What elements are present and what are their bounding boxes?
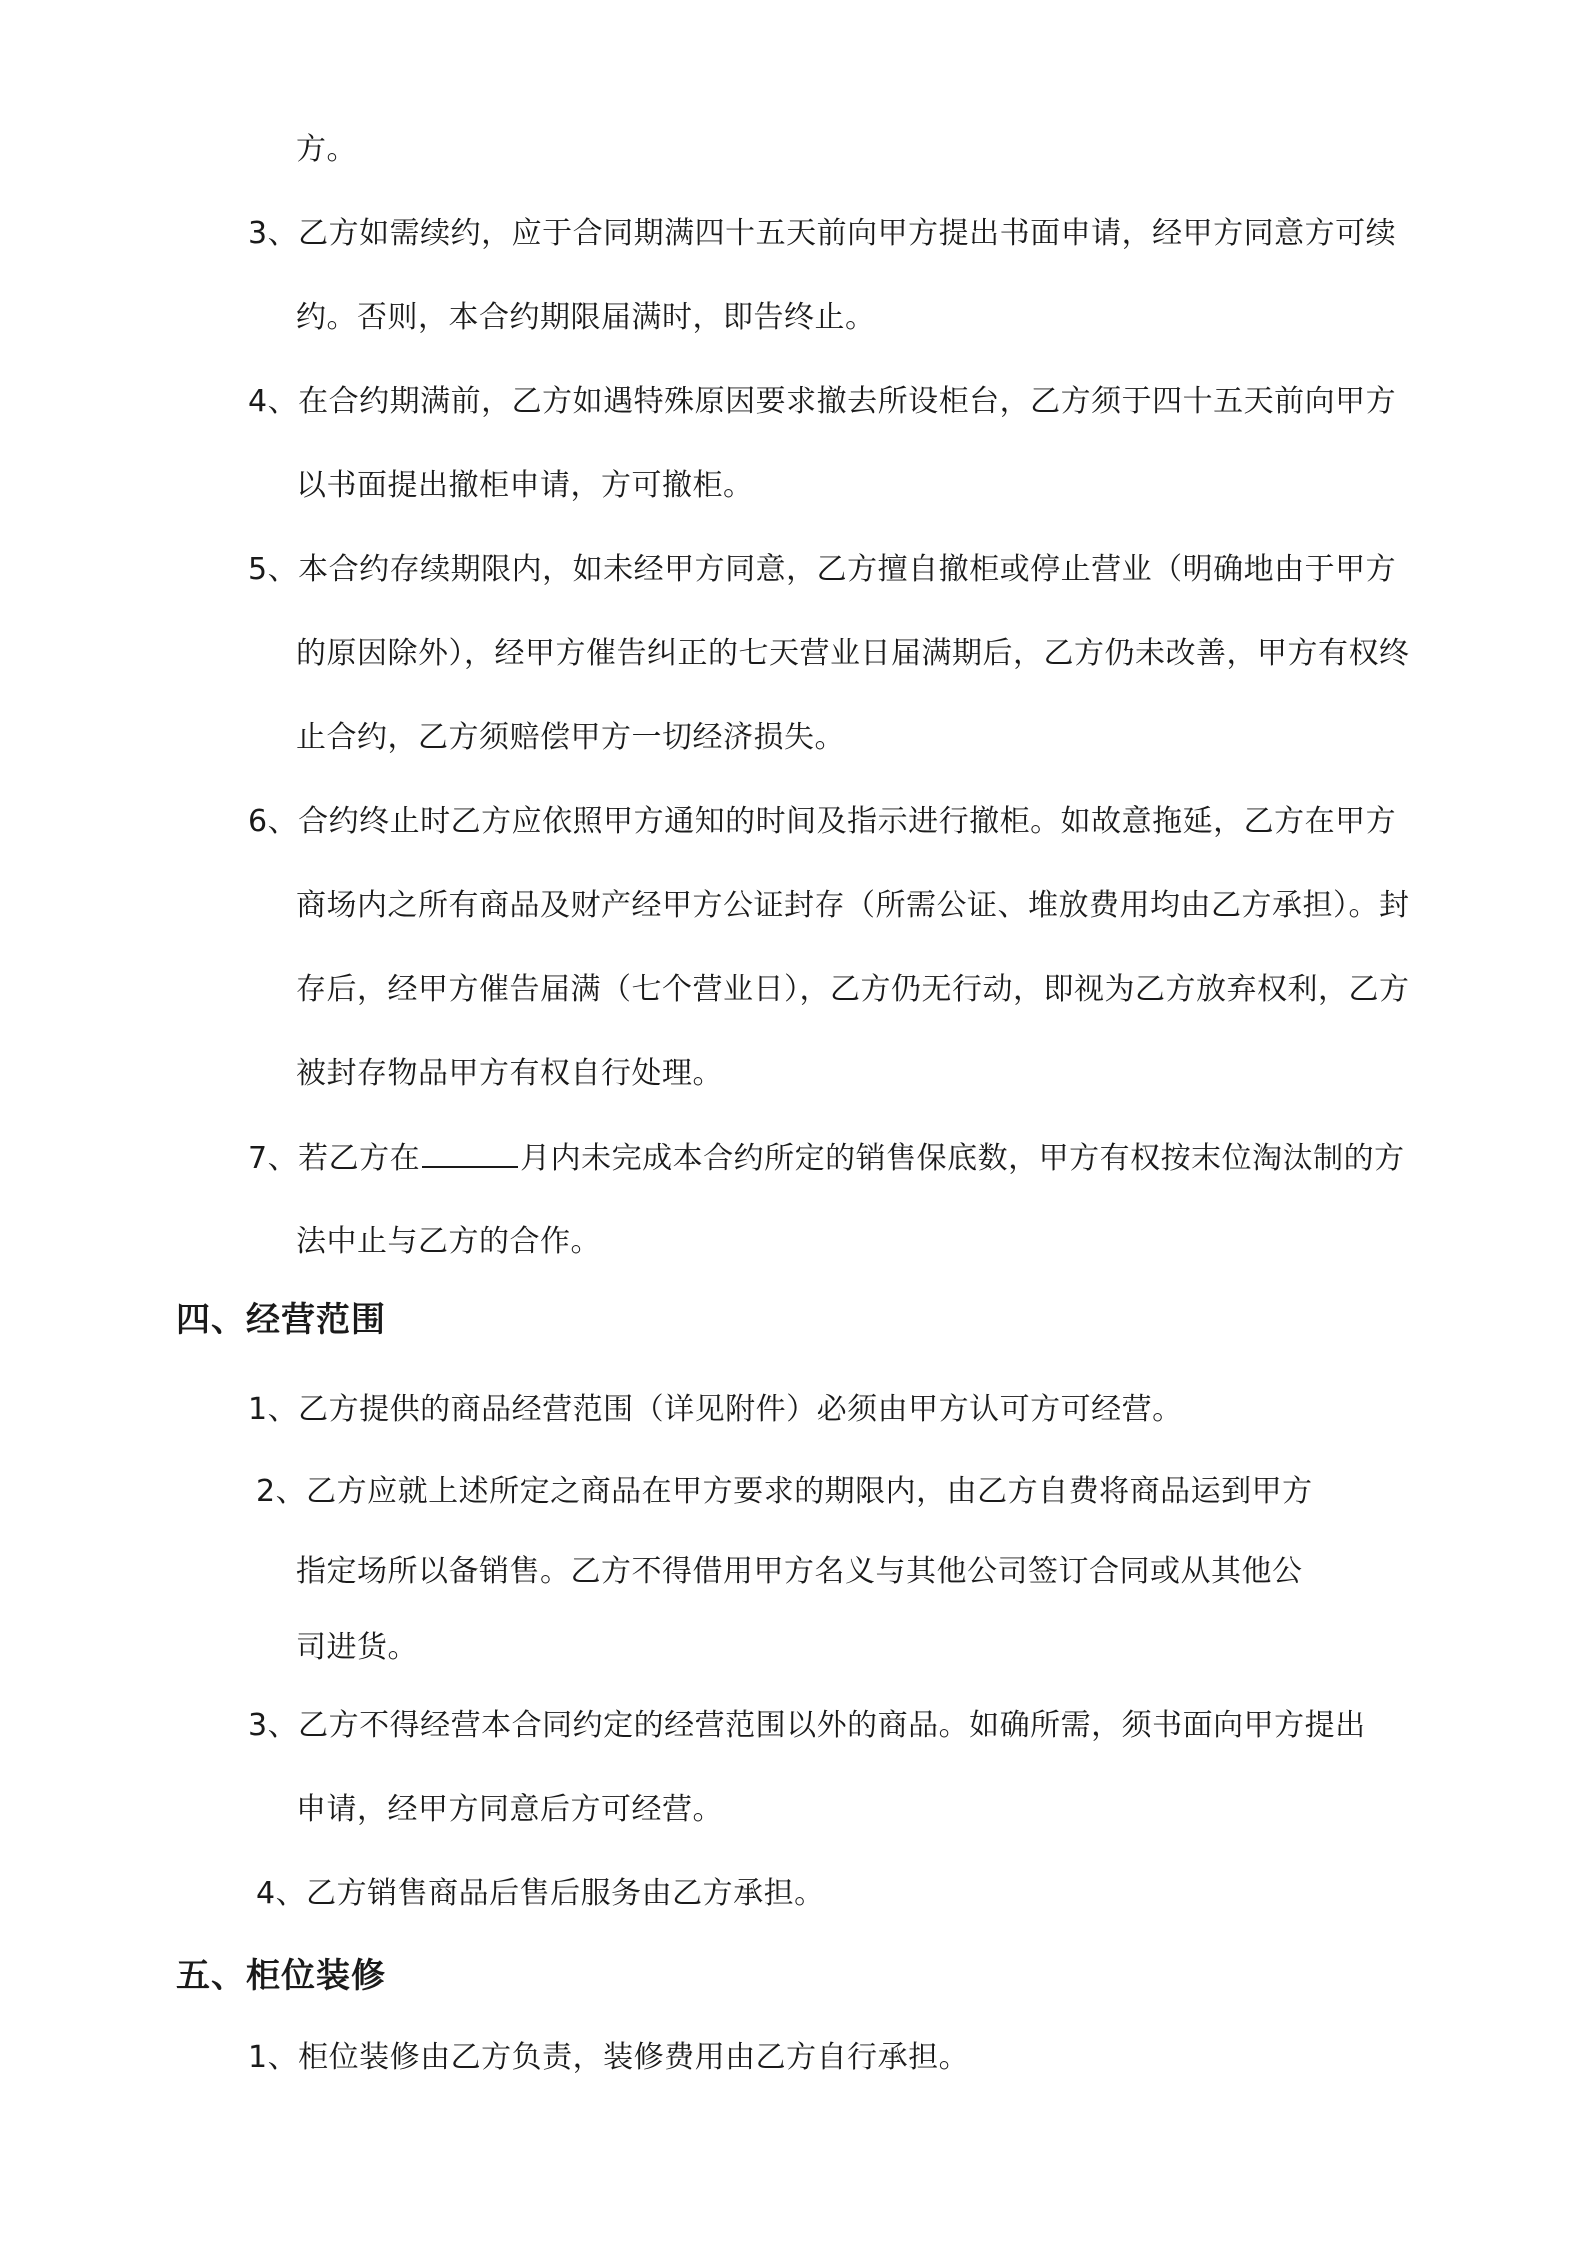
scope-clause-3-line-1: 3、乙方不得经营本合同约定的经营范围以外的商品。如确所需，须书面向甲方提出 [248,1708,1366,1743]
clause-7-line-2: 法中止与乙方的合作。 [296,1224,601,1259]
clause-6-line-3: 存后，经甲方催告届满（七个营业日），乙方仍无行动，即视为乙方放弃权利，乙方 [296,972,1410,1007]
section-heading-business-scope: 四、经营范围 [176,1300,386,1340]
clause-7-prefix: 7、若乙方在 [248,1141,421,1176]
clause-4-line-2: 以书面提出撤柜申请，方可撤柜。 [296,468,754,503]
clause-5-line-1: 5、本合约存续期限内，如未经甲方同意，乙方擅自撤柜或停止营业（明确地由于甲方 [248,552,1397,587]
clause-6-line-1: 6、合约终止时乙方应依照甲方通知的时间及指示进行撤柜。如故意拖延，乙方在甲方 [248,804,1397,839]
scope-clause-2-line-3: 司进货。 [296,1630,418,1665]
clause-6-line-4: 被封存物品甲方有权自行处理。 [296,1056,723,1091]
clause-5-line-3: 止合约，乙方须赔偿甲方一切经济损失。 [296,720,845,755]
section-heading-counter-decoration: 五、柜位装修 [176,1956,386,1996]
clause-7-line-1 [248,1136,1405,1181]
clause-7-suffix: 月内未完成本合约所定的销售保底数，甲方有权按末位淘汰制的方 [520,1141,1405,1176]
clause-5-line-2: 的原因除外），经甲方催告纠正的七天营业日届满期后，乙方仍未改善，甲方有权终 [296,636,1410,671]
clause-3-line-1: 3、乙方如需续约，应于合同期满四十五天前向甲方提出书面申请，经甲方同意方可续 [248,216,1397,251]
scope-clause-2-line-2: 指定场所以备销售。乙方不得借用甲方名义与其他公司签订合同或从其他公 [296,1554,1303,1589]
clause-3-line-2: 约。否则，本合约期限届满时，即告终止。 [296,300,876,335]
scope-clause-2-line-1: 2、乙方应就上述所定之商品在甲方要求的期限内，由乙方自费将商品运到甲方 [256,1474,1313,1509]
item-continuation: 方。 [296,132,357,167]
decoration-clause-1: 1、柜位装修由乙方负责，装修费用由乙方自行承担。 [248,2040,970,2075]
scope-clause-3-line-2: 申请，经甲方同意后方可经营。 [296,1792,723,1827]
clause-4-line-1: 4、在合约期满前，乙方如遇特殊原因要求撤去所设柜台，乙方须于四十五天前向甲方 [248,384,1397,419]
scope-clause-4: 4、乙方销售商品后售后服务由乙方承担。 [256,1876,825,1911]
fill-in-blank[interactable] [422,1136,518,1168]
clause-6-line-2: 商场内之所有商品及财产经甲方公证封存（所需公证、堆放费用均由乙方承担）。封 [296,888,1410,923]
scope-clause-1: 1、乙方提供的商品经营范围（详见附件）必须由甲方认可方可经营。 [248,1392,1183,1427]
